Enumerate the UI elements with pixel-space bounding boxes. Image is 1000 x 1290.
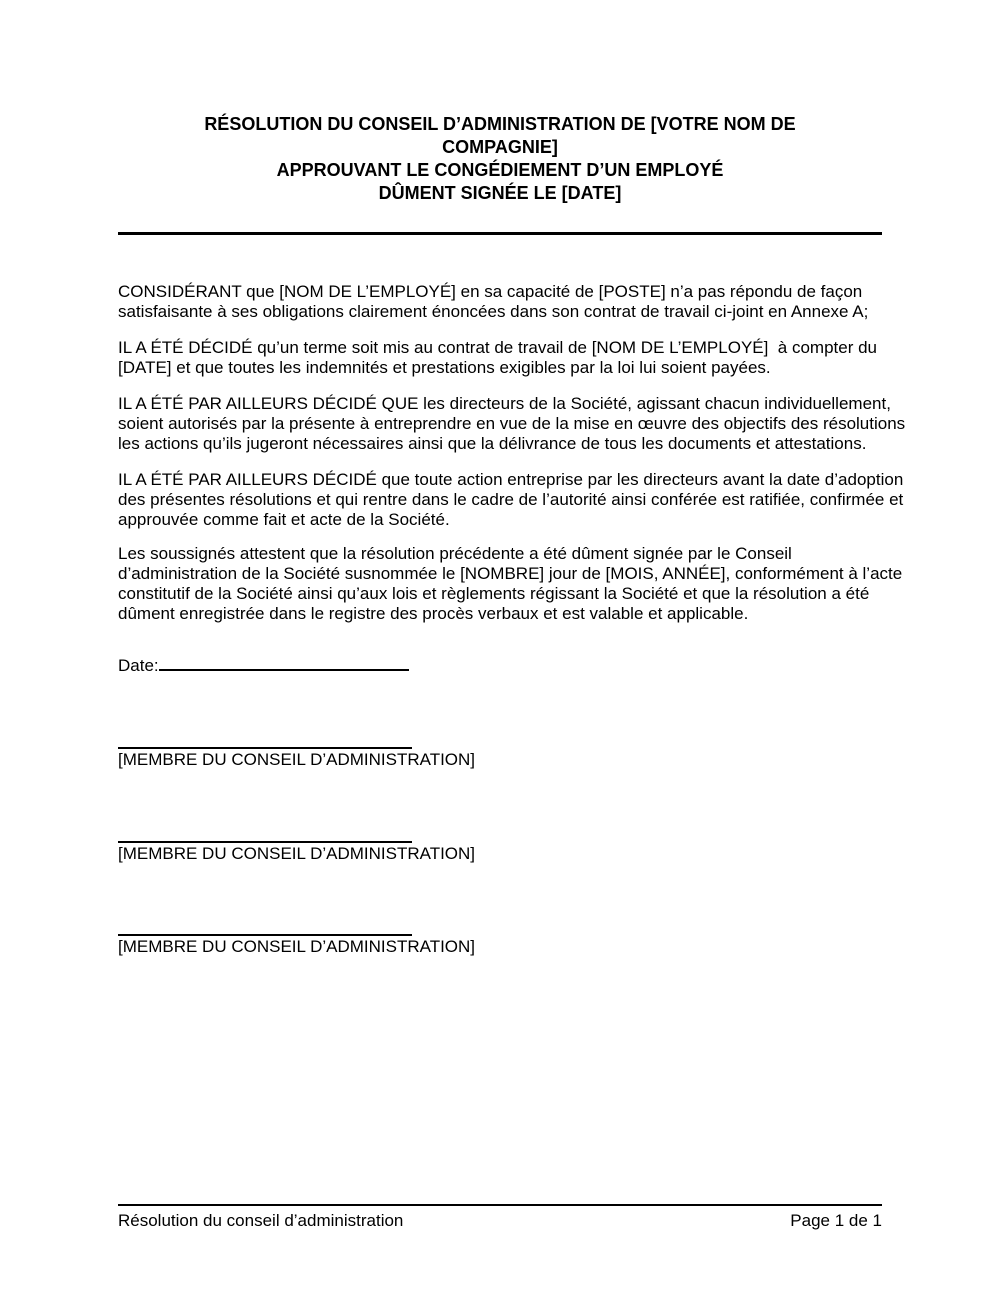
paragraph-line: satisfaisante à ses obligations clairement énoncées dans son contrat de travail ci-joint en Annexe A;	[118, 302, 869, 321]
signature-line	[118, 841, 412, 843]
paragraph-line: IL A ÉTÉ DÉCIDÉ qu’un terme soit mis au contrat de travail de [NOM DE L’EMPLOYÉ] à compter du	[118, 338, 878, 357]
date-blank-line	[159, 655, 409, 671]
title-line-2: COMPAGNIE]	[442, 137, 558, 157]
signature-block-2	[118, 841, 882, 864]
paragraph-par-ailleurs-2	[118, 470, 904, 530]
paragraph-line: les actions qu’ils jugeront nécessaires ainsi que la délivrance de tous les documents et attestations.	[118, 434, 867, 453]
signature-block-3	[118, 934, 882, 957]
signature-label: [MEMBRE DU CONSEIL D’ADMINISTRATION]	[118, 844, 476, 863]
date-row	[118, 655, 409, 676]
title-divider-rule	[118, 232, 882, 235]
paragraph-attestation	[118, 544, 903, 624]
paragraph-line: des présentes résolutions et qui rentre dans le cadre de l’autorité ainsi conférée est ratifiée, confirmée et	[118, 490, 904, 509]
paragraph-line: approuvée comme fait et acte de la Société.	[118, 510, 450, 529]
footer-page-number: Page 1 de 1	[790, 1211, 882, 1230]
paragraph-line: constitutif de la Société ainsi qu’aux lois et règlements régissant la Société et que la résolution a été	[118, 584, 870, 603]
signature-block-1	[118, 747, 882, 770]
paragraph-considerant	[118, 282, 882, 322]
title-line-3: APPROUVANT LE CONGÉDIEMENT D’UN EMPLOYÉ	[276, 160, 724, 180]
footer-divider-rule	[118, 1204, 882, 1206]
signature-line	[118, 934, 412, 936]
date-label: Date:	[118, 656, 159, 675]
paragraph-line: soient autorisés par la présente à entreprendre en vue de la mise en œuvre des objectifs des résolutions	[118, 414, 906, 433]
paragraph-line: Les soussignés attestent que la résolution précédente a été dûment signée par le Conseil	[118, 544, 792, 563]
footer-document-title: Résolution du conseil d’administration	[118, 1211, 404, 1230]
signature-label: [MEMBRE DU CONSEIL D’ADMINISTRATION]	[118, 937, 476, 956]
footer	[118, 1211, 882, 1231]
paragraph-line: dûment enregistrée dans le registre des procès verbaux et est valable et applicable.	[118, 604, 749, 623]
title-line-1: RÉSOLUTION DU CONSEIL D’ADMINISTRATION DE [VOTRE NOM DE	[204, 114, 796, 134]
paragraph-line: d’administration de la Société susnommée le [NOMBRE] jour de [MOIS, ANNÉE], conformément à l’acte	[118, 564, 903, 583]
paragraph-par-ailleurs-1	[118, 394, 906, 454]
paragraph-line: IL A ÉTÉ PAR AILLEURS DÉCIDÉ QUE les directeurs de la Société, agissant chacun individuellement,	[118, 394, 891, 413]
paragraph-line: IL A ÉTÉ PAR AILLEURS DÉCIDÉ que toute action entreprise par les directeurs avant la date d’adoption	[118, 470, 904, 489]
document-title	[118, 113, 882, 205]
title-line-4: DÛMENT SIGNÉE LE [DATE]	[378, 183, 622, 203]
signature-line	[118, 747, 412, 749]
paragraph-line: [DATE] et que toutes les indemnités et prestations exigibles par la loi lui soient payées.	[118, 358, 771, 377]
paragraph-line: CONSIDÉRANT que [NOM DE L’EMPLOYÉ] en sa capacité de [POSTE] n’a pas répondu de façon	[118, 282, 863, 301]
paragraph-decide	[118, 338, 882, 378]
signature-label: [MEMBRE DU CONSEIL D’ADMINISTRATION]	[118, 750, 476, 769]
